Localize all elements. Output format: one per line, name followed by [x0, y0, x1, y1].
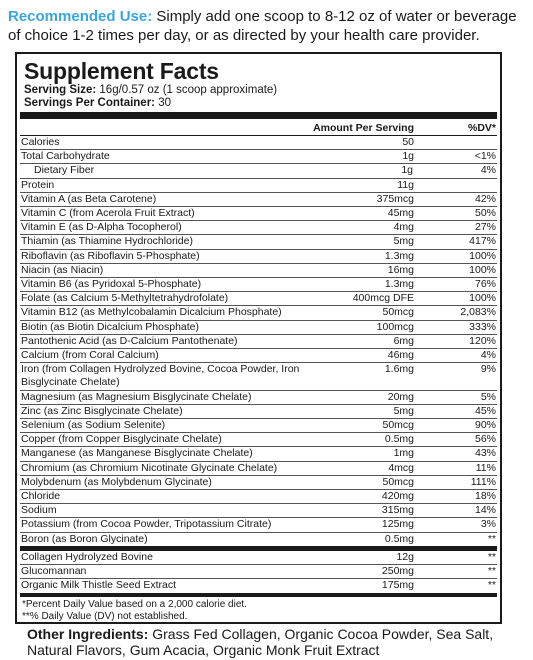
nutrient-amount: 50mcg — [382, 419, 414, 432]
nutrient-amount: 16mg — [387, 263, 414, 276]
nutrient-amount: 1g — [401, 164, 413, 177]
nutrient-name: Glucomannan — [21, 565, 87, 578]
nutrient-name: Potassium (from Cocoa Powder, Tripotassium Citrate) — [21, 518, 272, 531]
nutrient-dv: 27% — [474, 221, 496, 234]
nutrient-name: Chromium (as Chromium Nicotinate Glycinate Chelate) — [21, 461, 278, 474]
table-row — [20, 565, 497, 579]
nutrient-dv: 111% — [470, 475, 496, 488]
nutrient-dv: 4% — [480, 164, 496, 177]
nutrient-amount: 125mg — [381, 518, 414, 531]
table-row — [20, 264, 497, 278]
nutrient-amount: 11g — [397, 178, 414, 191]
table-row — [20, 490, 497, 504]
table-row — [20, 292, 497, 306]
nutrient-name: Magnesium (as Magnesium Bisglycinate Chelate) — [21, 390, 252, 403]
other-ingredients-table — [20, 551, 497, 593]
table-row — [20, 419, 497, 433]
nutrient-dv: 43% — [474, 447, 496, 460]
nutrient-amount: 46mg — [387, 349, 414, 362]
table-header — [20, 121, 497, 136]
header-dv: %DV* — [467, 122, 496, 134]
nutrient-dv: 417% — [469, 235, 496, 248]
table-row — [20, 579, 497, 592]
nutrient-amount: 1.6mg — [384, 363, 414, 376]
nutrient-name: Vitamin E (as D-Alpha Tocopherol) — [21, 221, 182, 234]
nutrient-dv — [414, 179, 497, 192]
nutrient-dv: ** — [487, 565, 496, 578]
divider-thick — [20, 112, 497, 119]
table-row — [20, 179, 497, 193]
recommended-use-label: Recommended Use: — [8, 8, 153, 25]
nutrient-name: Thiamin (as Thiamine Hydrochloride) — [21, 235, 193, 248]
nutrient-amount: 5mg — [393, 404, 414, 417]
nutrient-name: Selenium (as Sodium Selenite) — [21, 419, 166, 432]
nutrient-dv: 42% — [474, 192, 496, 205]
table-row — [20, 405, 497, 419]
nutrient-dv: 333% — [469, 320, 496, 333]
nutrient-name: Iron (from Collagen Hydrolyzed Bovine, Cocoa Powder, Iron Bisglycinate Chelate) — [21, 363, 300, 389]
serving-size-label: Serving Size: — [24, 84, 97, 96]
nutrient-name: Biotin (as Biotin Dicalcium Phosphate) — [21, 320, 199, 333]
nutrient-amount: 1.3mg — [384, 278, 414, 291]
nutrient-dv: 120% — [469, 334, 496, 347]
nutrient-amount: 250mg — [381, 565, 414, 578]
table-row — [20, 221, 497, 235]
nutrient-dv: <1% — [474, 150, 496, 163]
nutrient-name: Manganese (as Manganese Bisglycinate Chelate) — [21, 447, 253, 460]
table-row — [20, 335, 497, 349]
nutrient-name: Chloride — [21, 490, 61, 503]
nutrient-dv: 9% — [480, 363, 496, 376]
nutrient-dv: 100% — [469, 249, 496, 262]
nutrient-amount: 12g — [396, 550, 414, 563]
supplement-facts-panel — [15, 52, 502, 624]
nutrient-amount: 50mcg — [382, 475, 414, 488]
header-amount: Amount Per Serving — [313, 122, 414, 134]
nutrient-name: Copper (from Copper Bisglycinate Chelate) — [21, 433, 222, 446]
nutrient-amount: 375mcg — [376, 192, 414, 205]
nutrient-dv: 18% — [474, 490, 496, 503]
nutrient-name: Vitamin A (as Beta Carotene) — [21, 192, 157, 205]
other-ingredients — [27, 626, 527, 658]
recommended-use-text: Simply add one scoop to 8-12 oz of water or beverage of choice 1-2 times per day, or as directed by your health care provider. — [8, 8, 517, 44]
table-row — [20, 504, 497, 518]
nutrient-dv: ** — [487, 579, 496, 592]
nutrient-amount: 4mcg — [388, 461, 414, 474]
nutrient-amount: 175mg — [381, 579, 414, 592]
nutrient-dv: 100% — [469, 292, 496, 305]
nutrient-name: Total Carbohydrate — [21, 150, 110, 163]
nutrient-name: Vitamin C (from Acerola Fruit Extract) — [21, 207, 195, 220]
table-row — [20, 476, 497, 490]
serving-size — [24, 84, 497, 97]
servings-value: 30 — [155, 97, 172, 109]
table-row — [20, 518, 497, 532]
nutrient-amount: 420mg — [381, 490, 414, 503]
nutrient-dv: 2,083% — [460, 306, 496, 319]
nutrient-amount: 1g — [402, 150, 414, 163]
table-row — [20, 278, 497, 292]
table-row — [20, 250, 497, 264]
table-row — [20, 164, 497, 178]
nutrient-dv: 14% — [474, 504, 496, 517]
nutrient-name: Niacin (as Niacin) — [21, 263, 104, 276]
nutrient-dv: 5% — [480, 390, 496, 403]
table-row — [20, 433, 497, 447]
table-row — [20, 349, 497, 363]
recommended-use — [8, 7, 528, 45]
other-ingredients-label: Other Ingredients: — [27, 626, 149, 642]
nutrient-amount: 45mg — [387, 207, 414, 220]
nutrient-amount: 4mg — [393, 221, 414, 234]
nutrient-name: Folate (as Calcium 5-Methyltetrahydrofolate) — [21, 292, 229, 305]
panel-title: Supplement Facts — [24, 58, 219, 84]
nutrient-name: Dietary Fiber — [34, 164, 95, 177]
nutrient-amount: 20mg — [387, 390, 414, 403]
nutrient-name: Pantothenic Acid (as D-Calcium Pantothenate) — [21, 334, 238, 347]
other-ingredients-text: Grass Fed Collagen, Organic Cocoa Powder, Sea Salt, Natural Flavors, Gum Acacia, Organic Monk Fruit Extract — [27, 626, 494, 658]
table-row — [20, 321, 497, 335]
servings-label: Servings Per Container: — [24, 97, 156, 109]
nutrient-name: Molybdenum (as Molybdenum Glycinate) — [21, 475, 212, 488]
nutrient-table — [20, 136, 497, 546]
nutrient-amount: 1mg — [393, 447, 414, 460]
nutrient-amount: 1.3mg — [384, 249, 414, 262]
nutrient-name: Sodium — [21, 504, 57, 517]
nutrient-amount: 0.5mg — [384, 532, 414, 545]
nutrient-amount: 50 — [402, 136, 414, 148]
nutrient-name: Protein — [21, 178, 55, 191]
nutrient-dv: 11% — [475, 461, 496, 474]
table-row — [20, 391, 497, 405]
table-row — [20, 363, 497, 390]
nutrient-amount: 5mg — [393, 235, 414, 248]
table-row — [20, 150, 497, 164]
nutrient-amount: 50mcg — [382, 306, 414, 319]
nutrient-amount: 6mg — [393, 334, 414, 347]
table-row — [20, 447, 497, 461]
footnote-not-established: **% Daily Value (DV) not established. — [22, 610, 188, 622]
nutrient-amount: 0.5mg — [384, 433, 414, 446]
nutrient-dv — [414, 136, 497, 149]
nutrient-dv: 45% — [474, 404, 496, 417]
nutrient-name: Vitamin B6 (as Pyridoxal 5-Phosphate) — [21, 278, 202, 291]
table-row — [20, 306, 497, 320]
nutrient-name: Organic Milk Thistle Seed Extract — [21, 579, 177, 592]
nutrient-name: Collagen Hydrolyzed Bovine — [21, 550, 153, 563]
nutrient-amount: 315mg — [381, 504, 414, 517]
nutrient-dv: 4% — [480, 349, 496, 362]
nutrient-dv: 50% — [474, 207, 496, 220]
table-row — [20, 551, 497, 565]
nutrient-dv: 3% — [480, 518, 496, 531]
nutrient-amount: 400mcg DFE — [352, 292, 414, 305]
table-row — [20, 235, 497, 249]
nutrient-name: Boron (as Boron Glycinate) — [21, 532, 148, 545]
nutrient-dv: 56% — [474, 433, 496, 446]
serving-size-value: 16g/0.57 oz (1 scoop approximate) — [96, 84, 278, 96]
table-row — [20, 136, 497, 150]
nutrient-name: Calcium (from Coral Calcium) — [21, 349, 159, 362]
nutrient-name: Vitamin B12 (as Methylcobalamin Dicalcium Phosphate) — [21, 306, 282, 319]
footnotes — [20, 597, 497, 623]
table-row — [20, 193, 497, 207]
nutrient-dv: ** — [487, 550, 496, 563]
servings-per-container — [24, 97, 497, 110]
nutrient-name: Riboflavin (as Riboflavin 5-Phosphate) — [21, 249, 200, 262]
nutrient-dv: 100% — [469, 263, 496, 276]
nutrient-dv: 76% — [474, 278, 496, 291]
table-row — [20, 533, 497, 546]
nutrient-name: Calories — [21, 136, 60, 148]
nutrient-name: Zinc (as Zinc Bisglycinate Chelate) — [21, 404, 183, 417]
nutrient-dv: ** — [487, 532, 496, 545]
table-row — [20, 462, 497, 476]
nutrient-dv: 90% — [474, 419, 496, 432]
nutrient-amount: 100mcg — [376, 320, 414, 333]
footnote-dv: *Percent Daily Value based on a 2,000 calorie diet. — [22, 598, 247, 610]
table-row — [20, 207, 497, 221]
